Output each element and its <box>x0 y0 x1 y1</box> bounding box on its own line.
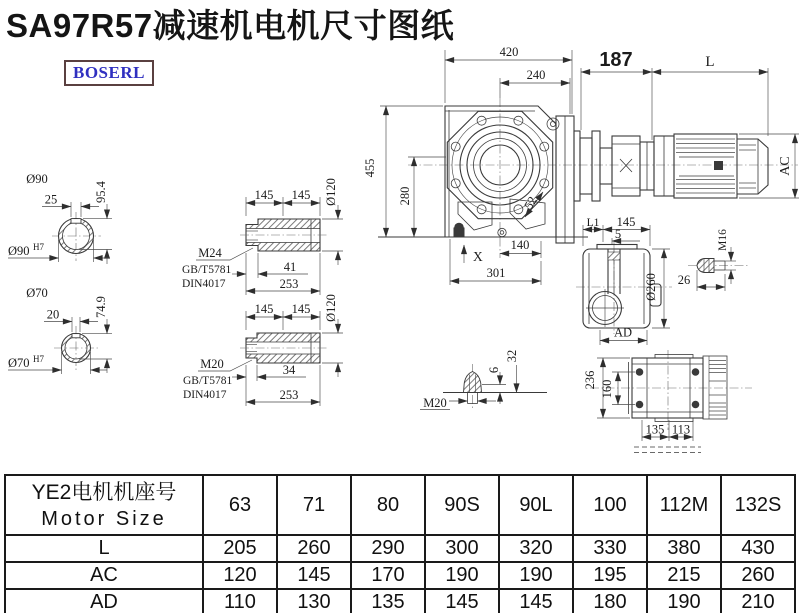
table-row-AC <box>5 562 795 589</box>
plug-detail-m20 <box>420 350 547 410</box>
table-cell: 145 <box>499 589 573 613</box>
table-cell: 180 <box>573 589 647 613</box>
sleeve-drawing-m24 <box>182 178 343 295</box>
input-assembly <box>574 131 674 201</box>
dim-label: 240 <box>526 68 546 82</box>
table-cell: 290 <box>351 535 425 562</box>
table-row-AD <box>5 589 795 613</box>
dim-label: 145 <box>254 188 274 202</box>
dim-label: 32 <box>505 349 519 363</box>
dim-label: L <box>705 54 715 70</box>
shaft-section-90 <box>8 172 112 264</box>
dim-label: AC <box>778 156 793 176</box>
dim-label: 74.9 <box>94 296 108 318</box>
table-cell: 135 <box>351 589 425 613</box>
dim-label: Ø70 <box>8 356 30 370</box>
dim-label: 140 <box>510 238 530 252</box>
dim-label: 253 <box>279 277 299 291</box>
table-row-L <box>5 535 795 562</box>
dim-label: 145 <box>254 302 274 316</box>
row-label: L <box>5 535 203 562</box>
gearbox-side-view <box>576 215 672 345</box>
dim-label: 25 <box>44 192 58 207</box>
standard-label: GB/T5781 <box>183 375 233 387</box>
thread-label: M16 <box>717 229 729 251</box>
table-cell: 215 <box>647 562 721 589</box>
dim-label: Ø120 <box>324 294 338 322</box>
table-cell: 120 <box>203 562 277 589</box>
header-en: Motor Size <box>41 507 167 530</box>
row-label: AD <box>5 589 203 613</box>
table-cell: 320 <box>499 535 573 562</box>
dim-label: 280 <box>398 186 412 206</box>
dim-label: 5 <box>614 227 622 241</box>
table-cell: 170 <box>351 562 425 589</box>
dim-label: 455 <box>363 158 377 178</box>
table-cell: 145 <box>277 562 351 589</box>
table-header-row <box>5 475 795 535</box>
sleeve-drawing-m20 <box>183 294 343 406</box>
dim-label: 187 <box>599 49 633 71</box>
plug-detail-m16 <box>678 229 748 291</box>
table-cell: 190 <box>425 562 499 589</box>
table-cell: 190 <box>647 589 721 613</box>
table-cell: 145 <box>425 589 499 613</box>
table-cell: 430 <box>721 535 795 562</box>
dim-tolerance: H7 <box>33 242 44 252</box>
size-column-header: 71 <box>277 475 351 535</box>
dim-label: 145 <box>616 215 636 229</box>
motor-side-view <box>674 134 799 198</box>
dim-label: 236 <box>583 370 597 390</box>
thread-label: M20 <box>423 396 447 410</box>
dim-label: 34 <box>282 363 296 377</box>
dim-label: 301 <box>486 266 506 280</box>
dim-label: 135 <box>645 422 665 437</box>
row-label: AC <box>5 562 203 589</box>
motor-size-table <box>4 474 796 613</box>
dim-label: 113 <box>671 422 691 437</box>
dim-tolerance: H7 <box>33 354 44 364</box>
table-cell: 260 <box>721 562 795 589</box>
thread-label: M24 <box>198 246 222 260</box>
dim-label: Ø120 <box>324 178 338 206</box>
dim-label: Ø260 <box>644 273 658 301</box>
shaft-section-70 <box>8 286 112 374</box>
table-cell: 330 <box>573 535 647 562</box>
table-header-motor-size <box>5 475 203 535</box>
size-column-header: 132S <box>721 475 795 535</box>
dim-label: 6 <box>487 366 501 374</box>
size-column-header: 112M <box>647 475 721 535</box>
dim-label: 145 <box>291 302 311 316</box>
table-cell: 300 <box>425 535 499 562</box>
dim-label: 160 <box>600 379 614 399</box>
size-column-header: 90L <box>499 475 573 535</box>
size-column-header: 80 <box>351 475 425 535</box>
table-cell: 380 <box>647 535 721 562</box>
size-column-header: 90S <box>425 475 499 535</box>
dim-label: AD <box>613 325 633 340</box>
size-column-header: 100 <box>573 475 647 535</box>
standard-label: GB/T5781 <box>182 264 232 276</box>
dim-label: 52 <box>521 194 540 212</box>
brand-logo: BOSERL <box>64 60 154 86</box>
dim-label: 41 <box>283 260 297 274</box>
size-column-header: 63 <box>203 475 277 535</box>
table-cell: 110 <box>203 589 277 613</box>
dim-label: L1 <box>586 217 600 229</box>
dim-label: 253 <box>279 388 299 402</box>
dim-label: Ø90 <box>26 172 48 186</box>
table-cell: 260 <box>277 535 351 562</box>
standard-label: DIN4017 <box>182 278 226 290</box>
dim-label: Ø90 <box>8 244 30 258</box>
page-title: SA97R57减速机电机尺寸图纸 <box>6 7 455 44</box>
table-cell: 195 <box>573 562 647 589</box>
dim-label: 26 <box>677 273 691 287</box>
dim-label: 420 <box>499 45 519 59</box>
table-cell: 130 <box>277 589 351 613</box>
header-cn: YE2电机机座号 <box>31 481 177 505</box>
x-mark-label: X <box>473 249 483 264</box>
dim-label: Ø70 <box>26 286 48 300</box>
dim-label: 145 <box>291 188 311 202</box>
dim-label: 20 <box>46 307 60 322</box>
table-cell: 205 <box>203 535 277 562</box>
table-cell: 210 <box>721 589 795 613</box>
dim-label: 95.4 <box>94 181 108 203</box>
flange-rear-view <box>583 350 752 453</box>
standard-label: DIN4017 <box>183 389 227 401</box>
thread-label: M20 <box>200 357 224 371</box>
table-cell: 190 <box>499 562 573 589</box>
